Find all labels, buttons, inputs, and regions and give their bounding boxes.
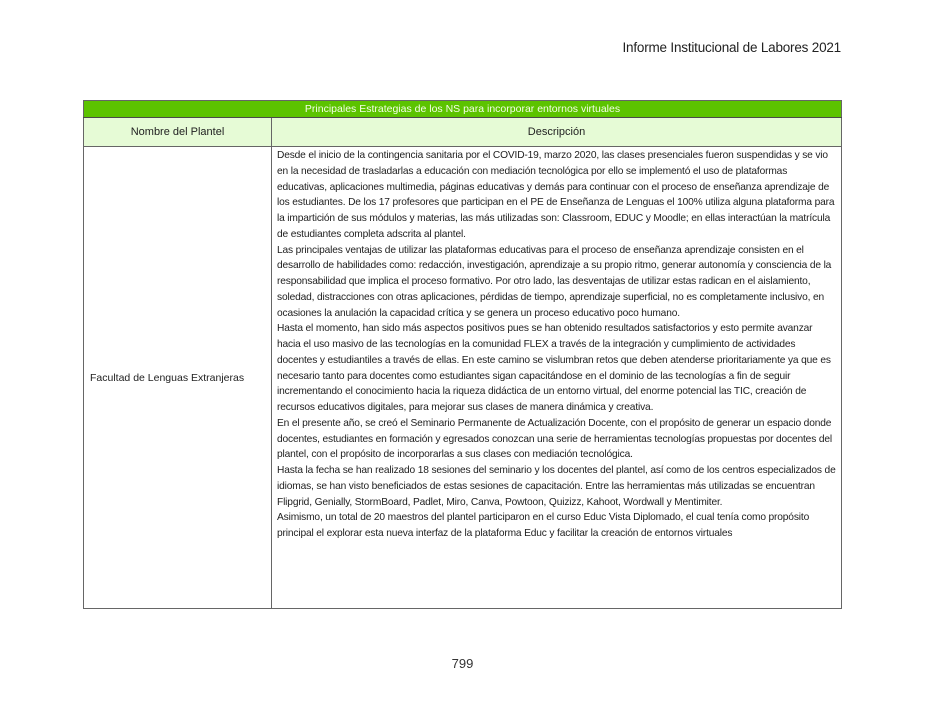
- description-paragraph: Desde el inicio de la contingencia sanitaria por el COVID-19, marzo 2020, las clases presenciales fueron suspendidas y se vio en la necesidad de trasladarlas a educación con mediación tecnológica por ello se implementó el uso de plataformas educativas, aplicaciones multimedia, páginas educativas y demás para continuar con el proceso de enseñanza aprendizaje de los estudiantes. De los 17 profesores que participan en el PE de Enseñanza de Lenguas el 100% utiliza alguna plataforma para la impartición de sus módulos y materias, las más utilizadas son: Classroom, EDUC y Moodle; en ellas interactúan la matrícula de estudiantes completa adscrita al plantel.: [277, 150, 835, 240]
- column-header-descripcion: Descripción: [272, 118, 842, 147]
- description-paragraph: En el presente año, se creó el Seminario Permanente de Actualización Docente, con el propósito de generar un espacio donde docentes, estudiantes en formación y egresados conozcan una serie de herramientas tecnologías propuestas por docentes del plantel, con el propósito de incorporarlas a sus clases con mediación tecnológica.: [277, 417, 832, 461]
- table-row: [84, 147, 842, 609]
- description-cell: [272, 147, 842, 609]
- plantel-name-cell: Facultad de Lenguas Extranjeras: [84, 147, 272, 609]
- table-title-row: [84, 101, 842, 118]
- description-paragraph: Asimismo, un total de 20 maestros del plantel participaron en el curso Educ Vista Diplomado, el cual tenía como propósito principal el explorar esta nueva interfaz de la plataforma Educ y facilitar la creación de entornos virtuales: [277, 512, 810, 539]
- column-header-plantel: Nombre del Plantel: [84, 118, 272, 147]
- table-header-row: [84, 118, 842, 147]
- description-paragraph: Hasta el momento, han sido más aspectos positivos pues se han obtenido resultados satisfactorios y esto permite avanzar hacia el uso masivo de las tecnologías en la comunidad FLEX a través de la integración y cumplimiento de actividades docentes y estudiantiles a través de ellas. En este camino se vislumbran retos que deben atenderse prioritariamente ya que es necesario tanto para docentes como estudiantes sigan capacitándose en el dominio de las tecnologías a fin de seguir incrementando el conocimiento hacia la riqueza didáctica de un entorno virtual, del enorme potencial las TIC, creación de recursos educativos digitales, para mejorar sus clases de manera dinámica y creativa.: [277, 323, 831, 413]
- description-paragraph: Hasta la fecha se han realizado 18 sesiones del seminario y los docentes del plantel, así como de los centros especializados de idiomas, se han visto beneficiados de estas sesiones de capacitación. Entre las herramientas más utilizadas se encuentran Flipgrid, Genially, StormBoard, Padlet, Miro, Canva, Powtoon, Quizizz, Kahoot, Wordwall y Mentimiter.: [277, 465, 836, 508]
- strategies-table: [83, 100, 842, 609]
- table-title: Principales Estrategias de los NS para incorporar entornos virtuales: [84, 101, 842, 118]
- page-number: 799: [451, 656, 474, 671]
- description-paragraph: Las principales ventajas de utilizar las plataformas educativas para el proceso de enseñanza aprendizaje consisten en el desarrollo de habilidades como: redacción, investigación, aprendizaje a su propio ritmo, generar autonomía y consciencia de la responsabilidad que implica el proceso formativo. Por otro lado, las desventajas de utilizar estas radican en el aislamiento, soledad, distracciones con otras aplicaciones, pérdidas de tiempo, aprendizaje superficial, no es completamente inclusivo, en ocasiones la anulación la capacidad crítica y se genera un proceso educativo poco humano.: [277, 244, 832, 319]
- document-header-title: Informe Institucional de Labores 2021: [622, 40, 841, 55]
